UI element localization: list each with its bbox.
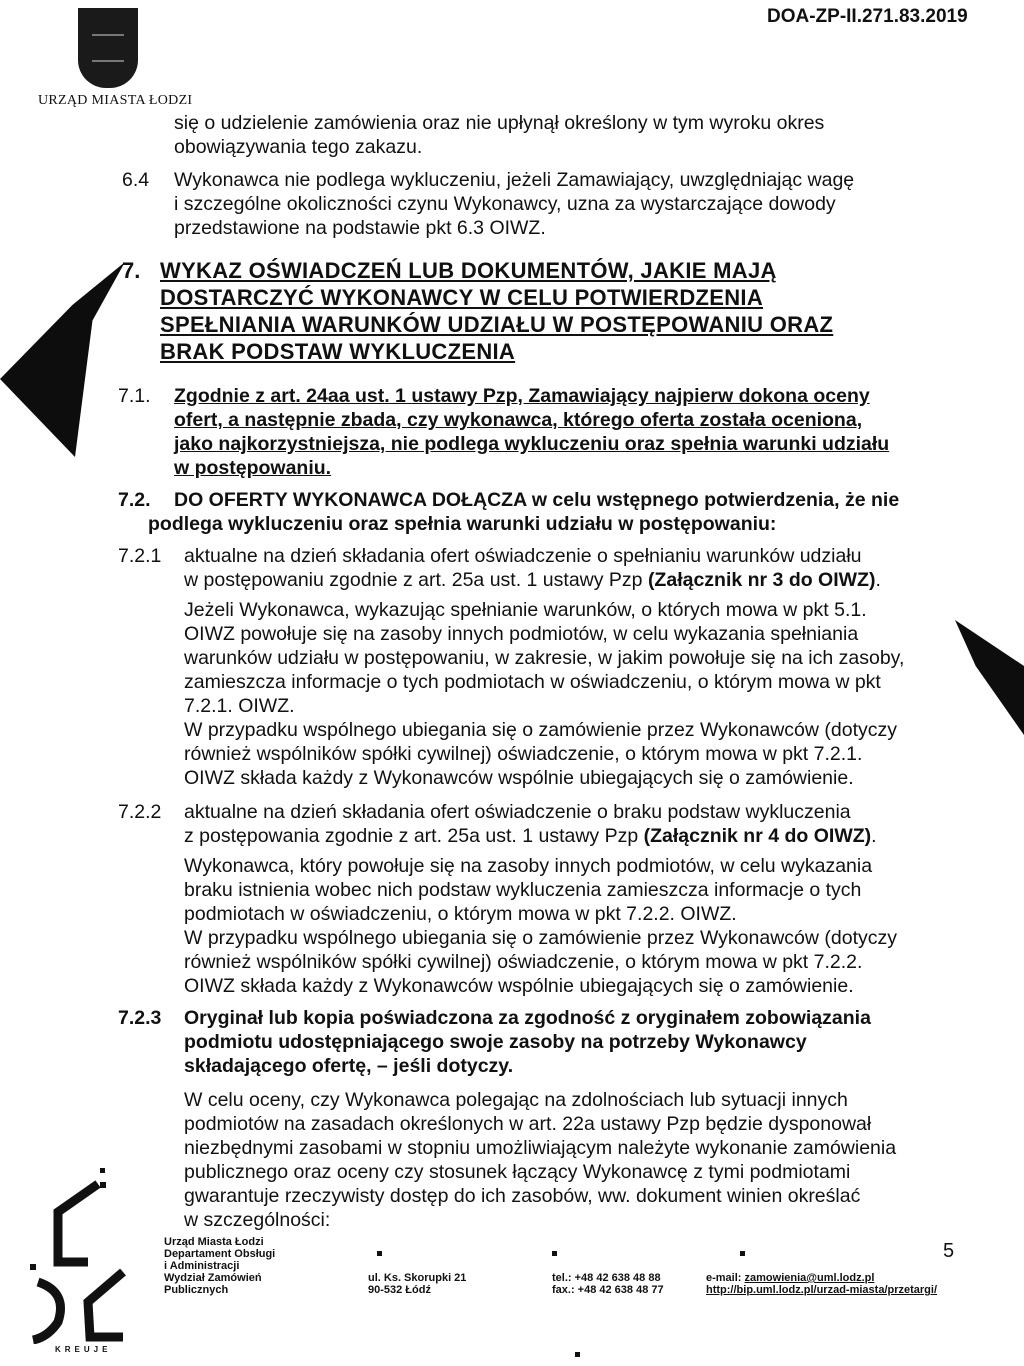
footer-bullet [575,1352,580,1357]
paragraph-line: W przypadku wspólnego ubiegania się o zamówienie przez Wykonawców (dotyczy [184,927,897,949]
section-number: 6.4 [122,169,150,191]
paragraph-line: aktualne na dzień składania ofert oświadczenie o braku podstaw wykluczenia [184,801,851,823]
footer-phone: tel.: +48 42 638 48 88 fax.: +48 42 638 48 77 [552,1272,664,1296]
paragraph-line: gwarantuje rzeczywisty dostęp do ich zasobów, ww. dokument winien określać [184,1185,861,1207]
paragraph-line: podmiotu udostępniającego swoje zasoby na potrzeby Wykonawcy [184,1031,807,1053]
paragraph-line: w postępowaniu. [174,457,332,479]
paragraph-line: obowiązywania tego zakazu. [174,136,423,158]
scan-shadow-left [0,262,125,457]
section-heading: BRAK PODSTAW WYKLUCZENIA [160,339,516,364]
section-number: 7.2.3 [118,1007,162,1029]
brand-text: KREUJE [55,1345,112,1354]
footer-bullet [100,1168,105,1173]
section-number: 7.2.1 [118,545,162,567]
document-number: DOA-ZP-II.271.83.2019 [767,6,968,27]
footer-bullet [552,1251,557,1256]
bip-link[interactable]: http://bip.uml.lodz.pl/urzad-miasta/przetargi/ [706,1284,938,1296]
paragraph-line: z postępowania zgodnie z art. 25a ust. 1 ustawy Pzp (Załącznik nr 4 do OIWZ). [184,825,877,847]
section-heading: WYKAZ OŚWIADCZEŃ LUB DOKUMENTÓW, JAKIE MAJĄ [160,258,777,283]
paragraph-line: warunków udziału w postępowaniu, w zakresie, w jakim powołuje się na ich zasoby, [184,647,905,669]
attachment-reference: (Załącznik nr 3 do OIWZ) [647,569,876,591]
footer-contact: e-mail: zamowienia@uml.lodz.pl http://bip.uml.lodz.pl/urzad-miasta/przetargi/ [706,1272,938,1296]
paragraph-line: 7.2.1. OIWZ. [184,695,295,717]
email-link[interactable]: zamowienia@uml.lodz.pl [744,1272,875,1284]
paragraph-line: DO OFERTY WYKONAWCA DOŁĄCZA w celu wstępnego potwierdzenia, że nie [174,489,900,511]
paragraph-line: niezbędnymi zasobami w stopniu umożliwiającym należyte wykonanie zamówienia [184,1137,897,1159]
scan-shadow-right [955,620,1024,735]
paragraph-line: w postępowaniu zgodnie z art. 25a ust. 1 ustawy Pzp (Załącznik nr 3 do OIWZ). [184,569,881,591]
page-number: 5 [943,1240,955,1262]
footer-bullet [377,1251,382,1256]
paragraph-line: OIWZ powołuje się na zasoby innych podmiotów, w celu wykazania spełniania [184,623,859,645]
paragraph-line: w szczególności: [184,1209,331,1231]
paragraph-line: Jeżeli Wykonawca, wykazując spełnianie warunków, o których mowa w pkt 5.1. [184,599,867,621]
paragraph-line: podlega wykluczeniu oraz spełnia warunki udziału w postępowaniu: [148,513,777,535]
paragraph-line: składającego ofertę, – jeśli dotyczy. [184,1055,514,1077]
lodz-kreuje-logo-icon [28,1172,128,1344]
paragraph-line: Oryginał lub kopia poświadczona za zgodność z oryginałem zobowiązania [184,1007,871,1029]
attachment-reference: (Załącznik nr 4 do OIWZ) [643,825,872,847]
paragraph-line: podmiotów na zasadach określonych w art. 22a ustawy Pzp będzie dysponował [184,1113,872,1135]
section-heading: DOSTARCZYĆ WYKONAWCY W CELU POTWIERDZENIA [160,285,764,310]
paragraph-line: i szczególne okoliczności czynu Wykonawcy, uzna za wystarczające dowody [174,193,836,215]
section-number: 7. [122,258,141,283]
section-number: 7.2. [118,489,151,511]
paragraph-line: podmiotach w oświadczeniu, o którym mowa w pkt 7.2.2. OIWZ. [184,903,737,925]
paragraph-line: braku istnienia wobec nich podstaw wykluczenia zamieszcza informacje o tych [184,879,862,901]
paragraph-line: również wspólników spółki cywilnej) oświadczenie, o którym mowa w pkt 7.2.1. [184,743,863,765]
paragraph-line: publicznego oraz oceny czy stosunek łączący Wykonawcę z tymi podmiotami [184,1161,851,1183]
section-number: 7.1. [118,385,151,407]
section-heading: SPEŁNIANIA WARUNKÓW UDZIAŁU W POSTĘPOWANIU ORAZ [160,312,834,337]
office-name: URZĄD MIASTA ŁODZI [38,93,193,108]
paragraph-line: Wykonawca nie podlega wykluczeniu, jeżeli Zamawiający, uwzględniając wagę [174,169,855,191]
paragraph-line: przedstawione na podstawie pkt 6.3 OIWZ. [174,217,546,239]
paragraph-line: aktualne na dzień składania ofert oświadczenie o spełnianiu warunków udziału [184,545,862,567]
paragraph-line: Wykonawca, który powołuje się na zasoby innych podmiotów, w celu wykazania [184,855,873,877]
city-coat-of-arms-icon [78,8,138,88]
paragraph-line: W celu oceny, czy Wykonawca polegając na zdolnościach lub sytuacji innych [184,1089,848,1111]
footer-address: ul. Ks. Skorupki 21 90-532 Łódź [368,1272,467,1296]
section-number: 7.2.2 [118,801,162,823]
paragraph-line: W przypadku wspólnego ubiegania się o zamówienie przez Wykonawców (dotyczy [184,719,897,741]
paragraph-line: jako najkorzystniejsza, nie podlega wykluczeniu oraz spełnia warunki udziału [174,433,890,455]
paragraph-line: OIWZ składa każdy z Wykonawców wspólnie ubiegających się o zamówienie. [184,975,854,997]
paragraph-line: zamieszcza informacje o tych podmiotach w oświadczeniu, o którym mowa w pkt [184,671,881,693]
footer-org: Urząd Miasta Łodzi Departament Obsługi i Administracji Wydział Zamówień Publicznych [164,1236,276,1296]
paragraph-line: również wspólników spółki cywilnej) oświadczenie, o którym mowa w pkt 7.2.2. [184,951,863,973]
paragraph-line: ofert, a następnie zbada, czy wykonawca, którego oferta została oceniona, [174,409,863,431]
footer-bullet [740,1251,745,1256]
paragraph-line: OIWZ składa każdy z Wykonawców wspólnie ubiegających się o zamówienie. [184,767,854,789]
paragraph-line: się o udzielenie zamówienia oraz nie upłynął określony w tym wyroku okres [174,112,825,134]
paragraph-line: Zgodnie z art. 24aa ust. 1 ustawy Pzp, Zamawiający najpierw dokona oceny [174,385,870,407]
